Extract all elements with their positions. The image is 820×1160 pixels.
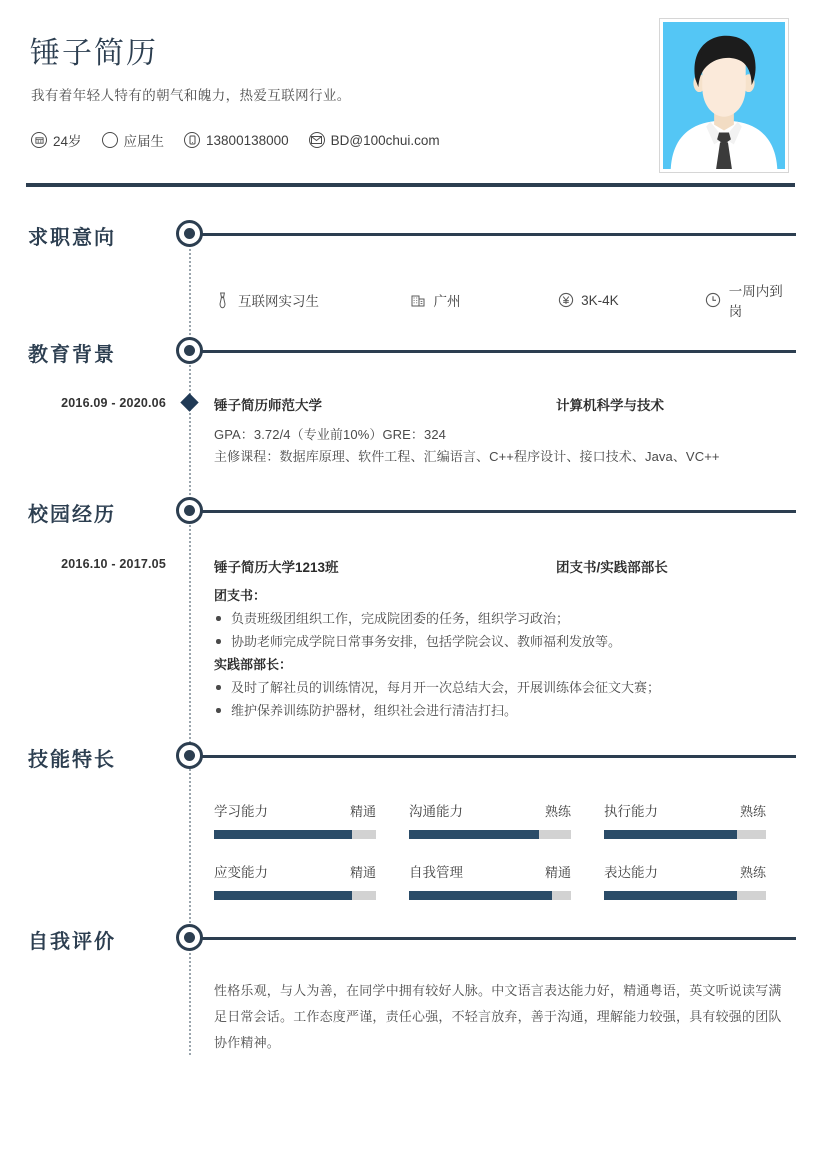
- campus-entry-head: [214, 556, 796, 574]
- contact-text-email: BD@100chui.com: [330, 132, 440, 148]
- skill-level: 熟练: [739, 804, 766, 819]
- skill-level: 精通: [349, 804, 376, 819]
- intent-item-city: [410, 280, 558, 320]
- skill-item: [409, 800, 571, 839]
- campus-bullet-list: [214, 607, 796, 653]
- campus-role: 团支书/实践部部长: [556, 560, 668, 575]
- skill-bar-fill: [604, 891, 737, 900]
- section-title-campus: 校园经历: [28, 504, 116, 526]
- salary-icon: [557, 292, 574, 309]
- intent-text-position: 互联网实习生: [238, 294, 319, 309]
- skill-name: 表达能力: [604, 865, 658, 880]
- skill-bar-track: [214, 891, 376, 900]
- education-school: 锤子简历师范大学: [214, 398, 322, 413]
- skills-grid: [214, 800, 796, 900]
- campus-group: [214, 584, 796, 653]
- skill-name: 沟通能力: [409, 804, 463, 819]
- timeline-marker-circle: [176, 220, 203, 247]
- skill-bar-track: [214, 830, 376, 839]
- section-rule: [200, 755, 796, 758]
- skill-bar-fill: [214, 830, 352, 839]
- skill-bar-track: [409, 891, 571, 900]
- skill-level: 熟练: [544, 804, 571, 819]
- phone-icon: [184, 132, 200, 148]
- list-item: 及时了解社员的训练情况，每月开一次总结大会，开展训练体会征文大赛；: [214, 676, 796, 699]
- timeline-marker-circle: [176, 742, 203, 769]
- skill-bar-track: [604, 891, 766, 900]
- skill-bar-fill: [214, 891, 352, 900]
- contact-item-status: [102, 130, 165, 150]
- campus-org: 锤子简历大学1213班: [214, 560, 339, 575]
- education-date: 2016.09 - 2020.06: [61, 396, 166, 410]
- evaluation-text: 性格乐观，与人为善，在同学中拥有较好人脉。中文语言表达能力好，精通粤语，英文听说读写满足日常会话。工作态度严谨，责任心强，不轻言放弃，善于沟通，理解能力较强，具有较强的团队协作精神。: [214, 983, 782, 1050]
- contact-text-status: 应届生: [123, 134, 165, 149]
- tie-icon: [214, 292, 231, 309]
- skill-bar-track: [604, 830, 766, 839]
- intent-text-availability: 一周内到岗: [728, 284, 783, 319]
- intent-item-availability: [705, 280, 796, 320]
- timeline-marker-circle: [176, 924, 203, 951]
- education-detail-line: 主修课程：数据库原理、软件工程、汇编语言、C++程序设计、接口技术、Java、VC++: [214, 449, 720, 464]
- education-details: [214, 424, 796, 468]
- skill-item: [604, 861, 766, 900]
- graduate-status-icon: [102, 132, 118, 148]
- education-major: 计算机科学与技术: [556, 398, 664, 413]
- campus-subhead: 实践部部长：: [214, 657, 293, 672]
- campus-date: 2016.10 - 2017.05: [61, 557, 166, 571]
- skill-item: [214, 861, 376, 900]
- campus-bullet-list: [214, 676, 796, 722]
- skill-item: [604, 800, 766, 839]
- page-title: 锤子简历: [30, 37, 158, 70]
- list-item: 维护保养训练防护器材，组织社会进行清洁打扫。: [214, 699, 796, 722]
- timeline-marker-circle: [176, 337, 203, 364]
- timeline-marker-circle: [176, 497, 203, 524]
- header-tagline: 我有着年轻人特有的朝气和魄力，热爱互联网行业。: [31, 88, 351, 103]
- header-divider: [26, 183, 795, 187]
- skill-name: 执行能力: [604, 804, 658, 819]
- contact-text-phone: 13800138000: [206, 132, 289, 148]
- skill-item: [214, 800, 376, 839]
- intent-item-position: [214, 280, 410, 320]
- email-icon: [309, 132, 325, 148]
- contact-list: [31, 130, 440, 150]
- job-intent-items: [214, 280, 796, 320]
- campus-subhead: 团支书：: [214, 588, 267, 603]
- section-rule: [200, 350, 796, 353]
- skill-level: 精通: [544, 865, 571, 880]
- skill-bar-fill: [409, 891, 552, 900]
- intent-text-salary: 3K-4K: [581, 292, 619, 308]
- contact-item-phone: [184, 132, 289, 148]
- section-rule: [200, 233, 796, 236]
- skill-bar-fill: [409, 830, 539, 839]
- timeline-marker-diamond: [180, 393, 198, 411]
- campus-group: [214, 653, 796, 722]
- skill-name: 应变能力: [214, 865, 268, 880]
- section-rule: [200, 510, 796, 513]
- contact-item-age: [31, 130, 82, 150]
- education-entry: [214, 394, 796, 468]
- section-title-education: 教育背景: [28, 344, 116, 366]
- skill-name: 自我管理: [409, 865, 463, 880]
- education-detail-line: GPA：3.72/4（专业前10%）GRE：324: [214, 427, 447, 442]
- skill-bar-track: [409, 830, 571, 839]
- contact-item-email: [309, 132, 440, 148]
- avatar: [659, 18, 789, 173]
- contact-text-age: 24岁: [53, 134, 82, 149]
- skill-item: [409, 861, 571, 900]
- clock-icon: [705, 292, 722, 309]
- intent-text-city: 广州: [433, 294, 461, 309]
- section-rule: [200, 937, 796, 940]
- education-entry-head: [214, 394, 796, 412]
- avatar-image: [663, 22, 785, 169]
- age-icon: [31, 132, 47, 148]
- skill-bar-fill: [604, 830, 737, 839]
- skill-name: 学习能力: [214, 804, 268, 819]
- skill-level: 精通: [349, 865, 376, 880]
- list-item: 协助老师完成学院日常事务安排，包括学院会议、教师福利发放等。: [214, 630, 796, 653]
- section-title-job-intent: 求职意向: [28, 227, 116, 249]
- campus-entry: [214, 556, 796, 722]
- list-item: 负责班级团组织工作，完成院团委的任务，组织学习政治；: [214, 607, 796, 630]
- building-icon: [410, 292, 427, 309]
- section-title-evaluation: 自我评价: [28, 931, 116, 953]
- section-title-skills: 技能特长: [28, 749, 116, 771]
- intent-item-salary: [557, 280, 705, 320]
- skill-level: 熟练: [739, 865, 766, 880]
